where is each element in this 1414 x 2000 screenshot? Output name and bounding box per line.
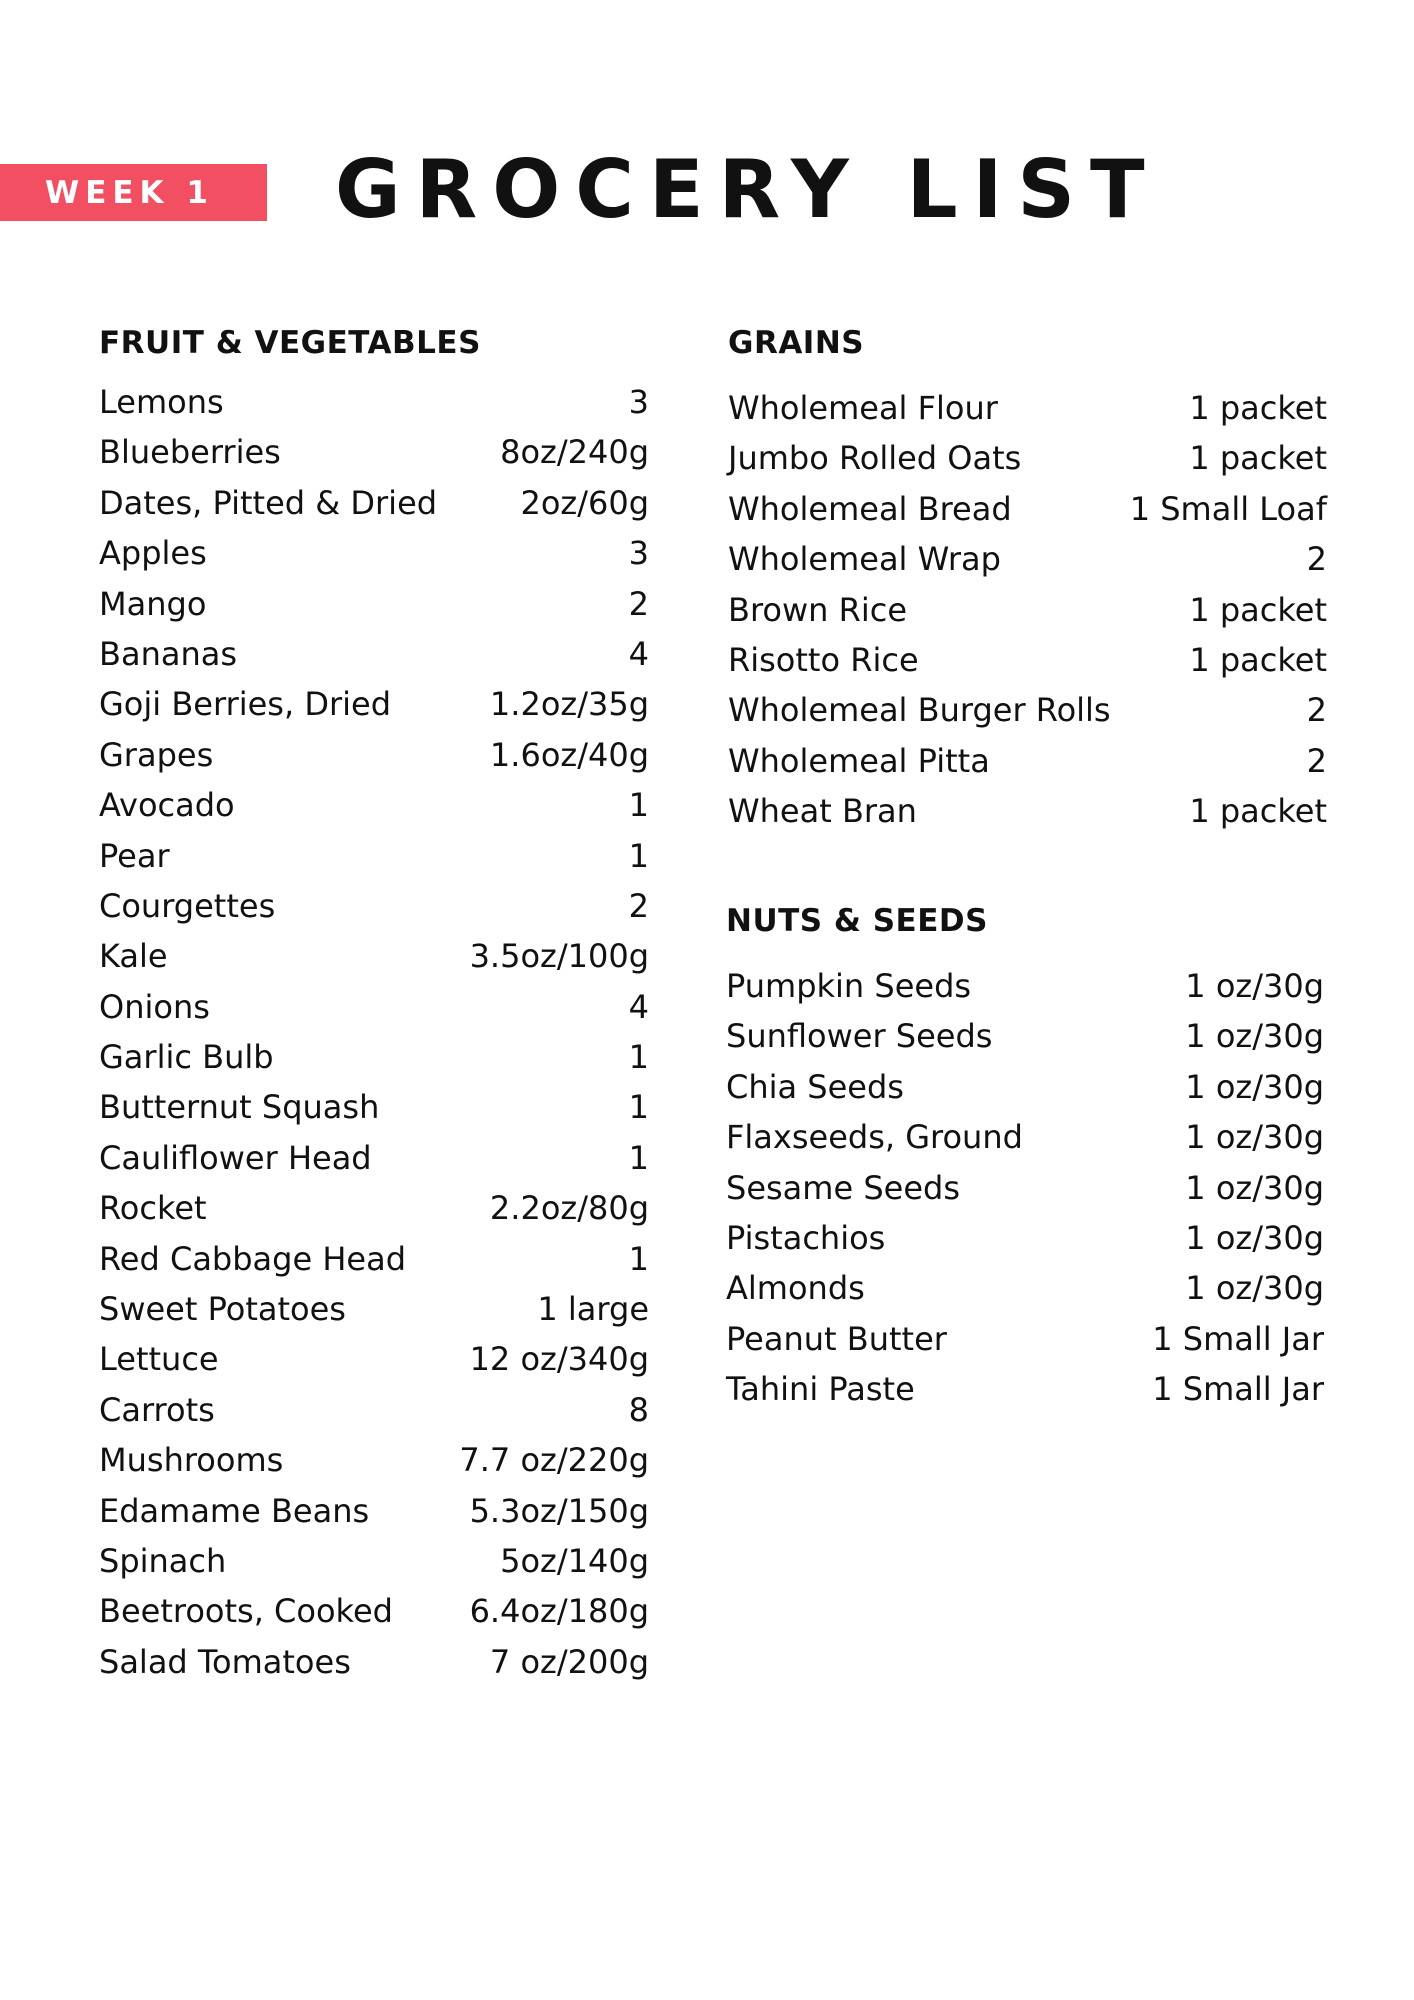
item-quantity: 4 <box>628 634 649 673</box>
item-quantity: 2 <box>628 584 649 623</box>
list-item <box>728 540 1327 590</box>
item-name: Sweet Potatoes <box>99 1290 346 1329</box>
item-name: Wholemeal Burger Rolls <box>728 691 1111 730</box>
list-item <box>99 1643 649 1693</box>
item-quantity: 1 packet <box>1189 389 1327 427</box>
item-quantity: 12 oz/340g <box>469 1340 649 1379</box>
item-quantity: 1 Small Jar <box>1152 1319 1324 1358</box>
item-quantity: 7 oz/200g <box>489 1642 649 1681</box>
item-name: Wholemeal Flour <box>728 389 998 427</box>
item-quantity: 1 oz/30g <box>1185 1168 1324 1207</box>
item-quantity: 2.2oz/80g <box>489 1189 649 1228</box>
list-item <box>99 1139 649 1189</box>
list-item <box>99 1240 649 1290</box>
item-quantity: 5.3oz/150g <box>469 1491 649 1530</box>
list-item <box>99 585 649 635</box>
item-quantity: 2oz/60g <box>520 483 649 522</box>
item-name: Wholemeal Pitta <box>728 741 990 780</box>
list-item <box>726 1269 1324 1319</box>
item-name: Goji Berries, Dried <box>99 685 391 724</box>
list-item <box>728 792 1327 842</box>
fruit-vegetables-section <box>99 323 649 1693</box>
item-quantity: 1 oz/30g <box>1185 1269 1324 1308</box>
item-name: Sesame Seeds <box>726 1168 960 1207</box>
item-name: Pear <box>99 836 170 875</box>
grocery-list <box>726 967 1324 1421</box>
list-item <box>726 967 1324 1017</box>
item-quantity: 3 <box>628 383 649 421</box>
list-item <box>99 1038 649 1088</box>
item-quantity: 2 <box>628 886 649 925</box>
item-quantity: 2 <box>1306 540 1327 579</box>
item-name: Carrots <box>99 1390 215 1429</box>
item-quantity: 3.5oz/100g <box>469 937 649 976</box>
list-item <box>99 433 649 483</box>
item-name: Avocado <box>99 786 235 825</box>
item-name: Peanut Butter <box>726 1319 947 1358</box>
item-name: Kale <box>99 937 168 976</box>
item-quantity: 1 packet <box>1189 792 1327 831</box>
item-name: Cauliflower Head <box>99 1138 372 1177</box>
list-item <box>99 937 649 987</box>
item-quantity: 8 <box>628 1390 649 1429</box>
item-name: Wholemeal Wrap <box>728 540 1001 579</box>
item-quantity: 1 packet <box>1189 590 1327 629</box>
item-quantity: 1.2oz/35g <box>489 685 649 724</box>
item-name: Grapes <box>99 735 214 774</box>
item-name: Pistachios <box>726 1218 886 1257</box>
section-heading: NUTS & SEEDS <box>726 903 988 939</box>
item-name: Lemons <box>99 383 224 421</box>
item-quantity: 1 oz/30g <box>1185 967 1324 1005</box>
list-item <box>99 1340 649 1390</box>
item-quantity: 1 oz/30g <box>1185 1017 1324 1056</box>
item-name: Blueberries <box>99 433 281 472</box>
list-item <box>728 439 1327 489</box>
item-name: Rocket <box>99 1189 207 1228</box>
list-item <box>99 786 649 836</box>
item-name: Brown Rice <box>728 590 908 629</box>
list-item <box>728 691 1327 741</box>
item-quantity: 1 packet <box>1189 439 1327 478</box>
item-quantity: 4 <box>628 987 649 1026</box>
list-item <box>728 389 1327 439</box>
list-item <box>99 1088 649 1138</box>
item-name: Butternut Squash <box>99 1088 380 1127</box>
section-heading: FRUIT & VEGETABLES <box>99 325 481 361</box>
list-item <box>99 988 649 1038</box>
list-item <box>99 685 649 735</box>
item-name: Sunflower Seeds <box>726 1017 993 1056</box>
item-quantity: 1 <box>628 1138 649 1177</box>
grains-section <box>728 323 1327 843</box>
week-label: WEEK 1 <box>45 174 214 211</box>
item-name: Almonds <box>726 1269 865 1308</box>
item-name: Chia Seeds <box>726 1067 904 1106</box>
item-quantity: 2 <box>1306 741 1327 780</box>
item-quantity: 1.6oz/40g <box>489 735 649 774</box>
item-quantity: 7.7 oz/220g <box>459 1441 649 1480</box>
list-item <box>726 1169 1324 1219</box>
item-name: Courgettes <box>99 886 276 925</box>
list-item <box>728 641 1327 691</box>
list-item <box>99 534 649 584</box>
item-quantity: 1 oz/30g <box>1185 1067 1324 1106</box>
item-name: Beetroots, Cooked <box>99 1592 393 1631</box>
item-quantity: 5oz/140g <box>500 1541 649 1580</box>
item-name: Mushrooms <box>99 1441 284 1480</box>
item-quantity: 8oz/240g <box>500 433 649 472</box>
item-quantity: 1 oz/30g <box>1185 1218 1324 1257</box>
list-item <box>726 1118 1324 1168</box>
item-name: Salad Tomatoes <box>99 1642 351 1681</box>
item-quantity: 1 large <box>537 1290 649 1329</box>
list-item <box>99 1492 649 1542</box>
list-item <box>728 490 1327 540</box>
item-name: Lettuce <box>99 1340 219 1379</box>
list-item <box>99 484 649 534</box>
item-quantity: 1 <box>628 1088 649 1127</box>
item-quantity: 1 packet <box>1189 640 1327 679</box>
item-name: Flaxseeds, Ground <box>726 1118 1023 1157</box>
list-item <box>726 1370 1324 1420</box>
list-item <box>99 1592 649 1642</box>
list-item <box>726 1320 1324 1370</box>
list-item <box>728 591 1327 641</box>
item-quantity: 1 <box>628 1239 649 1278</box>
item-name: Dates, Pitted & Dried <box>99 483 438 522</box>
list-item <box>99 1290 649 1340</box>
list-item <box>726 1219 1324 1269</box>
list-item <box>99 383 649 433</box>
page-title: GROCERY LIST <box>335 143 1160 236</box>
list-item <box>726 1017 1324 1067</box>
item-name: Bananas <box>99 634 238 673</box>
item-name: Edamame Beans <box>99 1491 370 1530</box>
item-name: Jumbo Rolled Oats <box>728 439 1022 478</box>
item-name: Wheat Bran <box>728 792 917 831</box>
list-item <box>99 1441 649 1491</box>
list-item <box>99 1391 649 1441</box>
item-name: Risotto Rice <box>728 640 919 679</box>
item-quantity: 1 oz/30g <box>1185 1118 1324 1157</box>
item-name: Garlic Bulb <box>99 1038 274 1077</box>
item-name: Onions <box>99 987 210 1026</box>
list-item <box>99 887 649 937</box>
item-name: Apples <box>99 534 207 573</box>
item-quantity: 1 <box>628 786 649 825</box>
item-quantity: 3 <box>628 534 649 573</box>
item-name: Wholemeal Bread <box>728 489 1012 528</box>
section-heading: GRAINS <box>728 325 865 361</box>
item-name: Tahini Paste <box>726 1370 915 1409</box>
item-quantity: 1 <box>628 1038 649 1077</box>
list-item <box>99 1189 649 1239</box>
item-name: Spinach <box>99 1541 227 1580</box>
week-badge <box>0 164 267 221</box>
list-item <box>99 736 649 786</box>
item-quantity: 1 Small Jar <box>1152 1370 1324 1409</box>
item-name: Red Cabbage Head <box>99 1239 406 1278</box>
list-item <box>99 1542 649 1592</box>
item-quantity: 1 Small Loaf <box>1129 489 1327 528</box>
list-item <box>99 837 649 887</box>
nuts-seeds-section <box>726 901 1324 1421</box>
list-item <box>99 635 649 685</box>
list-item <box>728 742 1327 792</box>
item-quantity: 1 <box>628 836 649 875</box>
grocery-list <box>728 389 1327 843</box>
list-item <box>726 1068 1324 1118</box>
grocery-list <box>99 383 649 1693</box>
item-quantity: 2 <box>1306 691 1327 730</box>
item-quantity: 6.4oz/180g <box>469 1592 649 1631</box>
item-name: Mango <box>99 584 207 623</box>
item-name: Pumpkin Seeds <box>726 967 972 1005</box>
